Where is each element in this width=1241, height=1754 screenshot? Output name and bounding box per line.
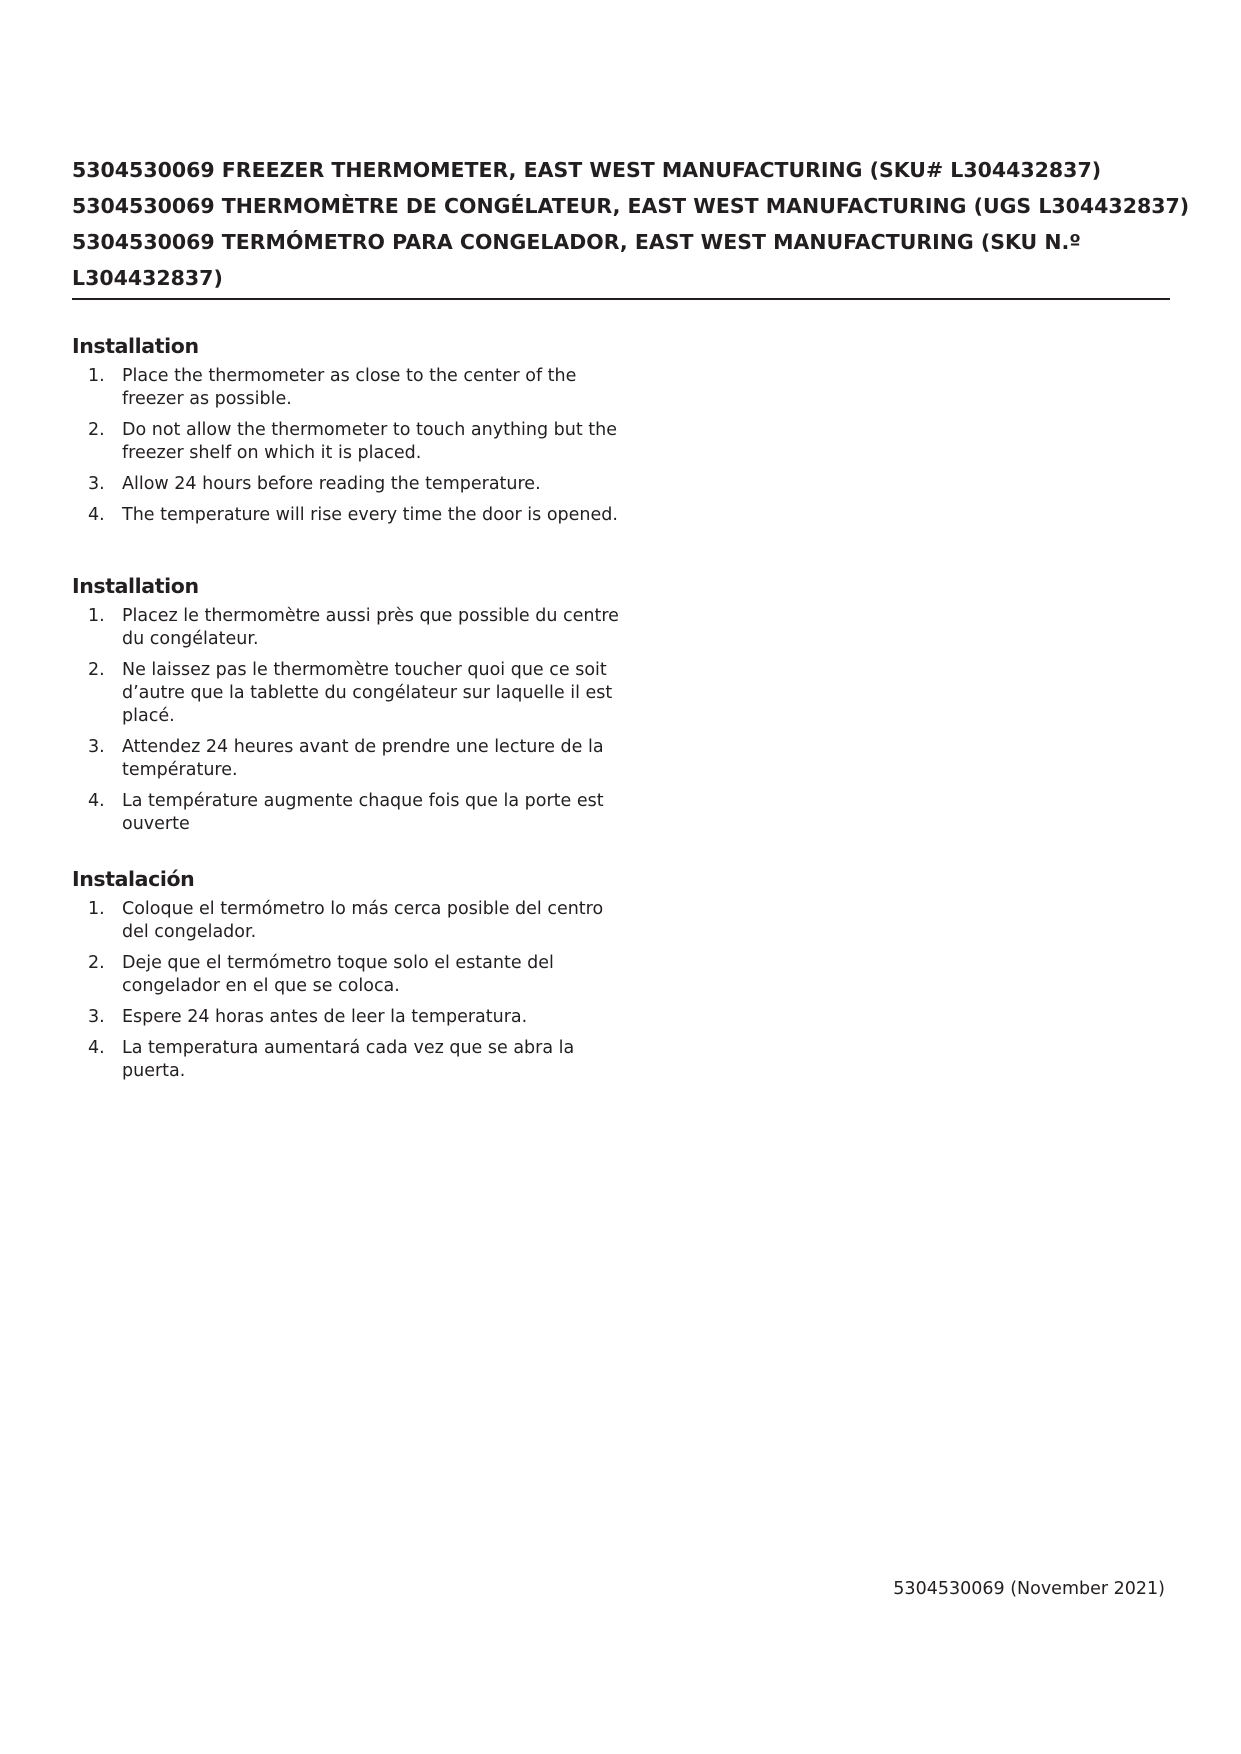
- item-text: Deje que el termómetro toque solo el estante del congelador en el que se coloca.: [122, 953, 554, 996]
- instruction-list: [72, 365, 632, 527]
- title-block: [72, 152, 1190, 296]
- item-text: Place the thermometer as close to the center of the freezer as possible.: [122, 366, 577, 409]
- item-text: La temperatura aumentará cada vez que se abra la puerta.: [122, 1038, 575, 1081]
- section-heading: Instalación: [72, 867, 195, 891]
- section-english: [72, 333, 632, 535]
- item-number: 1.: [88, 366, 105, 386]
- document-code: 5304530069 (November 2021): [893, 1579, 1165, 1599]
- item-number: 3.: [88, 737, 105, 757]
- item-text: Coloque el termómetro lo más cerca posible del centro del congelador.: [122, 899, 604, 942]
- item-number: 4.: [88, 1038, 105, 1058]
- title-french: 5304530069 THERMOMÈTRE DE CONGÉLATEUR, EAST WEST MANUFACTURING (UGS L304432837): [72, 194, 1190, 218]
- list-item: [72, 504, 632, 527]
- item-text: Ne laissez pas le thermomètre toucher quoi que ce soit d’autre que la tablette du congélateur sur laquelle il est placé.: [122, 660, 613, 726]
- list-item: [72, 605, 632, 651]
- section-heading: Installation: [72, 574, 199, 598]
- list-item: [72, 952, 632, 998]
- item-text: Attendez 24 heures avant de prendre une lecture de la température.: [122, 737, 604, 780]
- list-item: [72, 365, 632, 411]
- item-number: 1.: [88, 899, 105, 919]
- item-text: Do not allow the thermometer to touch anything but the freezer shelf on which it is placed.: [122, 420, 617, 463]
- list-item: [72, 419, 632, 465]
- list-item: [72, 659, 632, 728]
- item-text: Espere 24 horas antes de leer la temperatura.: [122, 1007, 528, 1027]
- item-text: The temperature will rise every time the door is opened.: [122, 505, 618, 525]
- instruction-list: [72, 898, 632, 1083]
- section-french: [72, 573, 632, 844]
- item-number: 3.: [88, 474, 105, 494]
- instruction-list: [72, 605, 632, 836]
- list-item: [72, 790, 632, 836]
- section-spanish: [72, 866, 632, 1091]
- item-number: 4.: [88, 505, 105, 525]
- item-text: La température augmente chaque fois que la porte est ouverte: [122, 791, 604, 834]
- list-item: [72, 1037, 632, 1083]
- list-item: [72, 736, 632, 782]
- item-number: 2.: [88, 660, 105, 680]
- item-number: 1.: [88, 606, 105, 626]
- list-item: [72, 1006, 632, 1029]
- item-number: 2.: [88, 420, 105, 440]
- section-heading: Installation: [72, 334, 199, 358]
- item-number: 3.: [88, 1007, 105, 1027]
- item-text: Allow 24 hours before reading the temperature.: [122, 474, 541, 494]
- item-number: 4.: [88, 791, 105, 811]
- title-spanish: 5304530069 TERMÓMETRO PARA CONGELADOR, EAST WEST MANUFACTURING (SKU N.º L304432837): [72, 230, 1081, 290]
- item-text: Placez le thermomètre aussi près que possible du centre du congélateur.: [122, 606, 619, 649]
- title-english: 5304530069 FREEZER THERMOMETER, EAST WEST MANUFACTURING (SKU# L304432837): [72, 158, 1102, 182]
- list-item: [72, 898, 632, 944]
- list-item: [72, 473, 632, 496]
- item-number: 2.: [88, 953, 105, 973]
- header-divider: [72, 298, 1170, 300]
